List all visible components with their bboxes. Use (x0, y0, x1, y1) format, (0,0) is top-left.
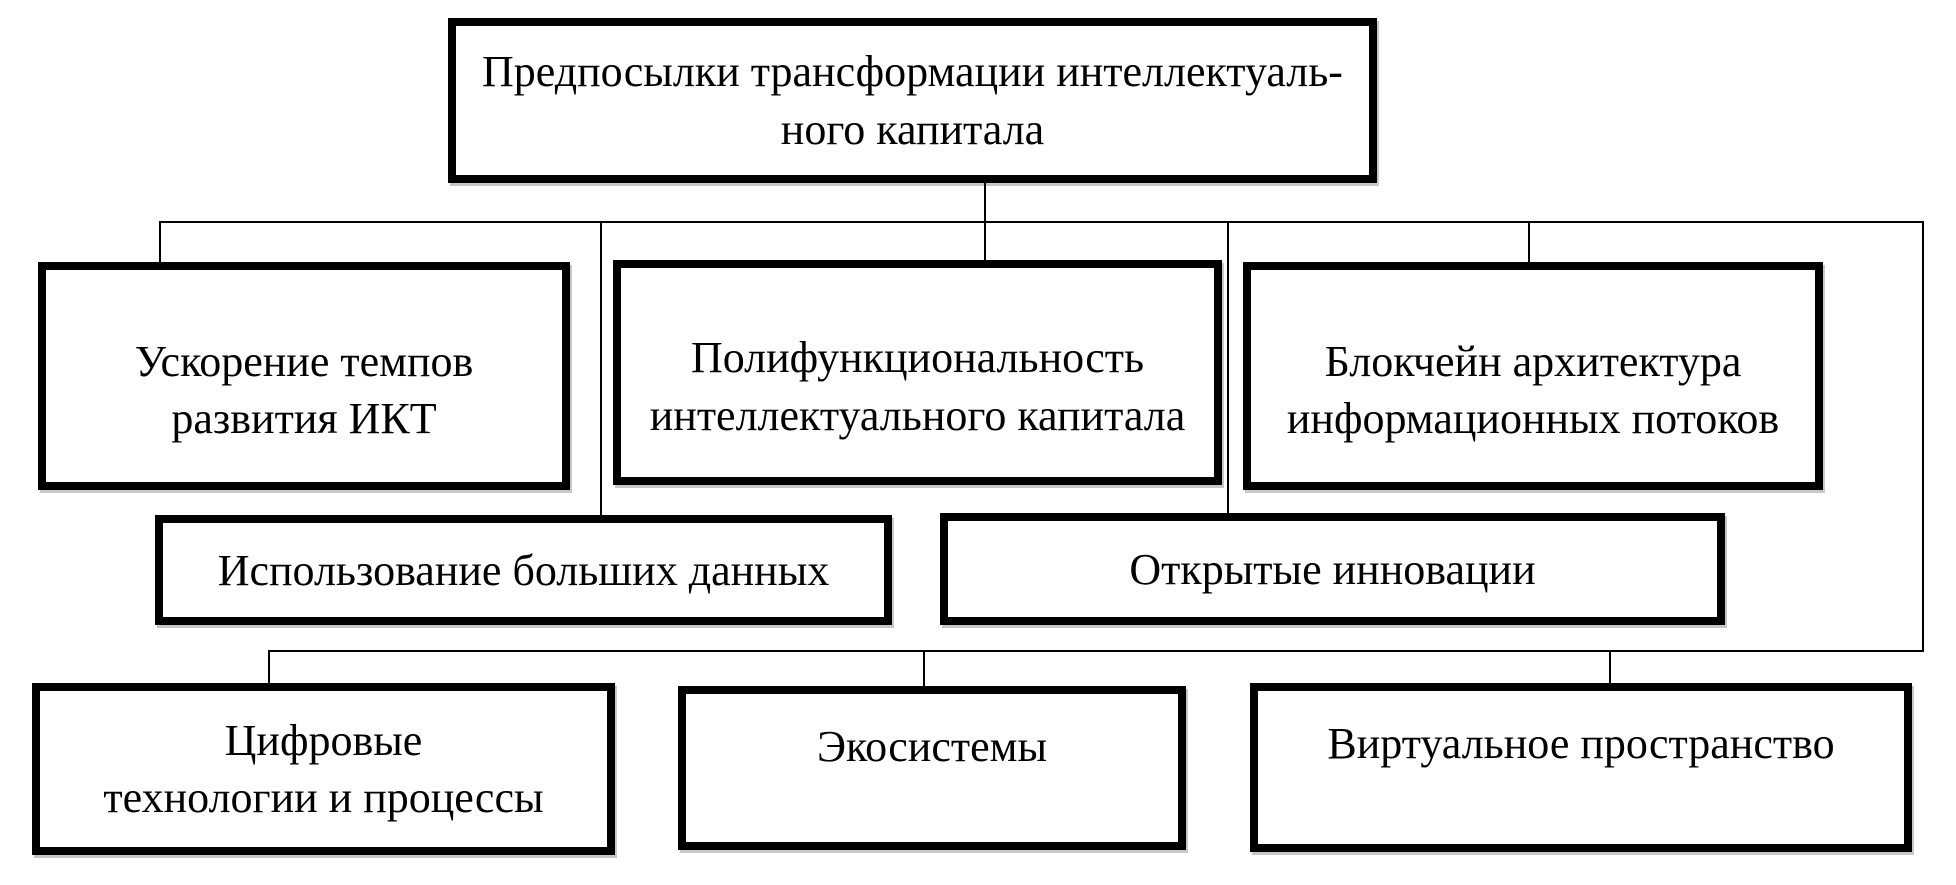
connector-bus-bottom (268, 650, 1924, 652)
node-poly-line1: Полифункциональность (690, 333, 1145, 383)
connector-stub-virtual (1609, 650, 1611, 683)
node-virtual (1250, 683, 1912, 852)
node-root-line2: ного капитала (780, 104, 1045, 154)
node-ict-line2: развития ИКТ (171, 394, 437, 443)
node-open-innovation-line1: Открытые инновации (1129, 544, 1536, 594)
connector-stub-ict (159, 221, 161, 262)
node-digital (32, 683, 615, 855)
connector-stub-open-innovation (1227, 221, 1229, 513)
node-virtual-line1: Виртуальное пространство (1327, 719, 1835, 768)
node-ecosystems (678, 686, 1186, 850)
node-open-innovation (940, 513, 1725, 625)
connector-right-riser (1922, 221, 1924, 652)
connector-stub-bigdata (600, 221, 602, 515)
node-digital-line2: технологии и процессы (103, 773, 544, 822)
node-root-line1: Предпосылки трансформации интеллектуаль- (482, 47, 1343, 97)
connector-stub-digital (268, 650, 270, 683)
connector-stub-blockchain (1528, 221, 1530, 262)
connector-bus-top (159, 221, 1924, 223)
node-blockchain-line2: информационных потоков (1286, 394, 1780, 443)
node-bigdata-line1: Использование больших данных (217, 545, 830, 595)
node-ict (38, 262, 570, 490)
node-bigdata (155, 515, 892, 625)
node-blockchain (1243, 262, 1823, 490)
node-digital-line1: Цифровые (224, 715, 423, 765)
node-poly-line2: интеллектуального капитала (649, 390, 1186, 440)
node-root (448, 18, 1377, 183)
node-ecosystems-line1: Экосистемы (816, 722, 1048, 771)
node-ict-line1: Ускорение темпов (134, 336, 474, 386)
connector-stub-ecosystems (923, 650, 925, 686)
node-poly (613, 260, 1222, 485)
node-blockchain-line1: Блокчейн архитектура (1324, 336, 1742, 386)
